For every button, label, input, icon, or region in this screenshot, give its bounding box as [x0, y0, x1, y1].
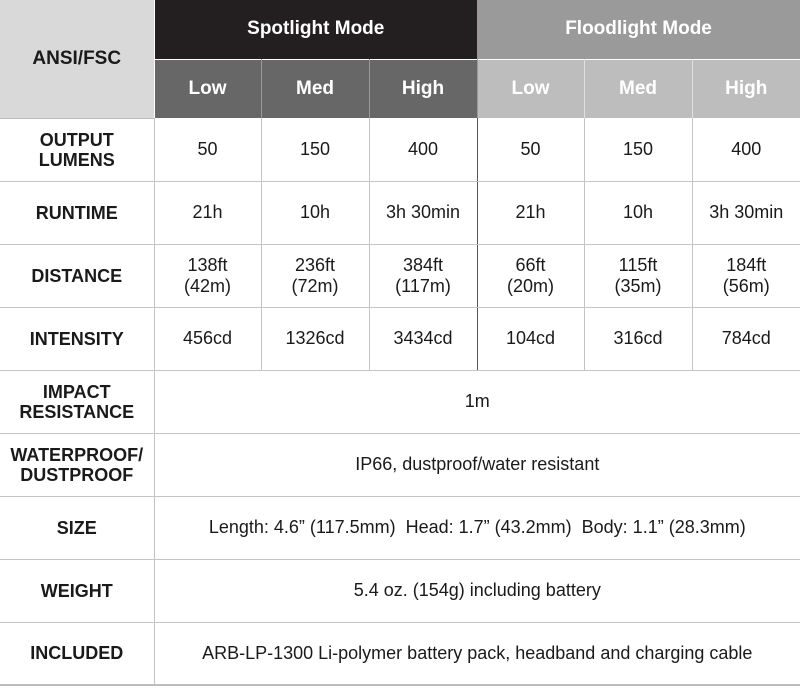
row-label-included: INCLUDED: [0, 622, 154, 685]
table-row-waterproof: [0, 433, 800, 496]
spotlight-med-header: Med: [261, 59, 369, 118]
table-cell: 784cd: [692, 307, 800, 370]
table-cell: 10h: [584, 181, 692, 244]
table-row-size: [0, 496, 800, 559]
table-cell: 400: [692, 118, 800, 181]
table-cell: 104cd: [477, 307, 584, 370]
row-label-intensity: INTENSITY: [0, 307, 154, 370]
table-cell: 50: [154, 118, 261, 181]
table-row-weight: [0, 559, 800, 622]
table-cell: 3h 30min: [369, 181, 477, 244]
table-cell: 115ft (35m): [584, 244, 692, 307]
table-cell: 1326cd: [261, 307, 369, 370]
table-cell: 21h: [477, 181, 584, 244]
impact-value: 1m: [154, 370, 800, 433]
table-cell: 184ft (56m): [692, 244, 800, 307]
table-cell: 3434cd: [369, 307, 477, 370]
table-cell: 138ft (42m): [154, 244, 261, 307]
spotlight-high-header: High: [369, 59, 477, 118]
row-label-weight: WEIGHT: [0, 559, 154, 622]
waterproof-value: IP66, dustproof/water resistant: [154, 433, 800, 496]
floodlight-med-header: Med: [584, 59, 692, 118]
table-row-runtime: [0, 181, 800, 244]
table-cell: 10h: [261, 181, 369, 244]
included-value: ARB-LP-1300 Li-polymer battery pack, headband and charging cable: [154, 622, 800, 685]
row-label-impact-resistance: IMPACT RESISTANCE: [0, 370, 154, 433]
table-cell: 236ft (72m): [261, 244, 369, 307]
table-cell: 400: [369, 118, 477, 181]
row-label-runtime: RUNTIME: [0, 181, 154, 244]
size-value: Length: 4.6” (117.5mm) Head: 1.7” (43.2mm) Body: 1.1” (28.3mm): [154, 496, 800, 559]
table-row-included: [0, 622, 800, 685]
floodlight-mode-header: Floodlight Mode: [477, 0, 800, 59]
table-row-output: [0, 118, 800, 181]
ansi-fsc-header: ANSI/FSC: [0, 0, 154, 118]
floodlight-high-header: High: [692, 59, 800, 118]
row-label-size: SIZE: [0, 496, 154, 559]
table-cell: 316cd: [584, 307, 692, 370]
floodlight-low-header: Low: [477, 59, 584, 118]
spotlight-mode-header: Spotlight Mode: [154, 0, 477, 59]
table-row-impact: [0, 370, 800, 433]
table-cell: 21h: [154, 181, 261, 244]
table-row-distance: [0, 244, 800, 307]
table-cell: 150: [261, 118, 369, 181]
table-cell: 456cd: [154, 307, 261, 370]
table-cell: 50: [477, 118, 584, 181]
weight-value: 5.4 oz. (154g) including battery: [154, 559, 800, 622]
table-cell: 66ft (20m): [477, 244, 584, 307]
row-label-waterproof: WATERPROOF/ DUSTPROOF: [0, 433, 154, 496]
table-row-intensity: [0, 307, 800, 370]
table-cell: 150: [584, 118, 692, 181]
table-cell: 3h 30min: [692, 181, 800, 244]
spotlight-low-header: Low: [154, 59, 261, 118]
table-cell: 384ft (117m): [369, 244, 477, 307]
row-label-output-lumens: OUTPUT LUMENS: [0, 118, 154, 181]
row-label-distance: DISTANCE: [0, 244, 154, 307]
